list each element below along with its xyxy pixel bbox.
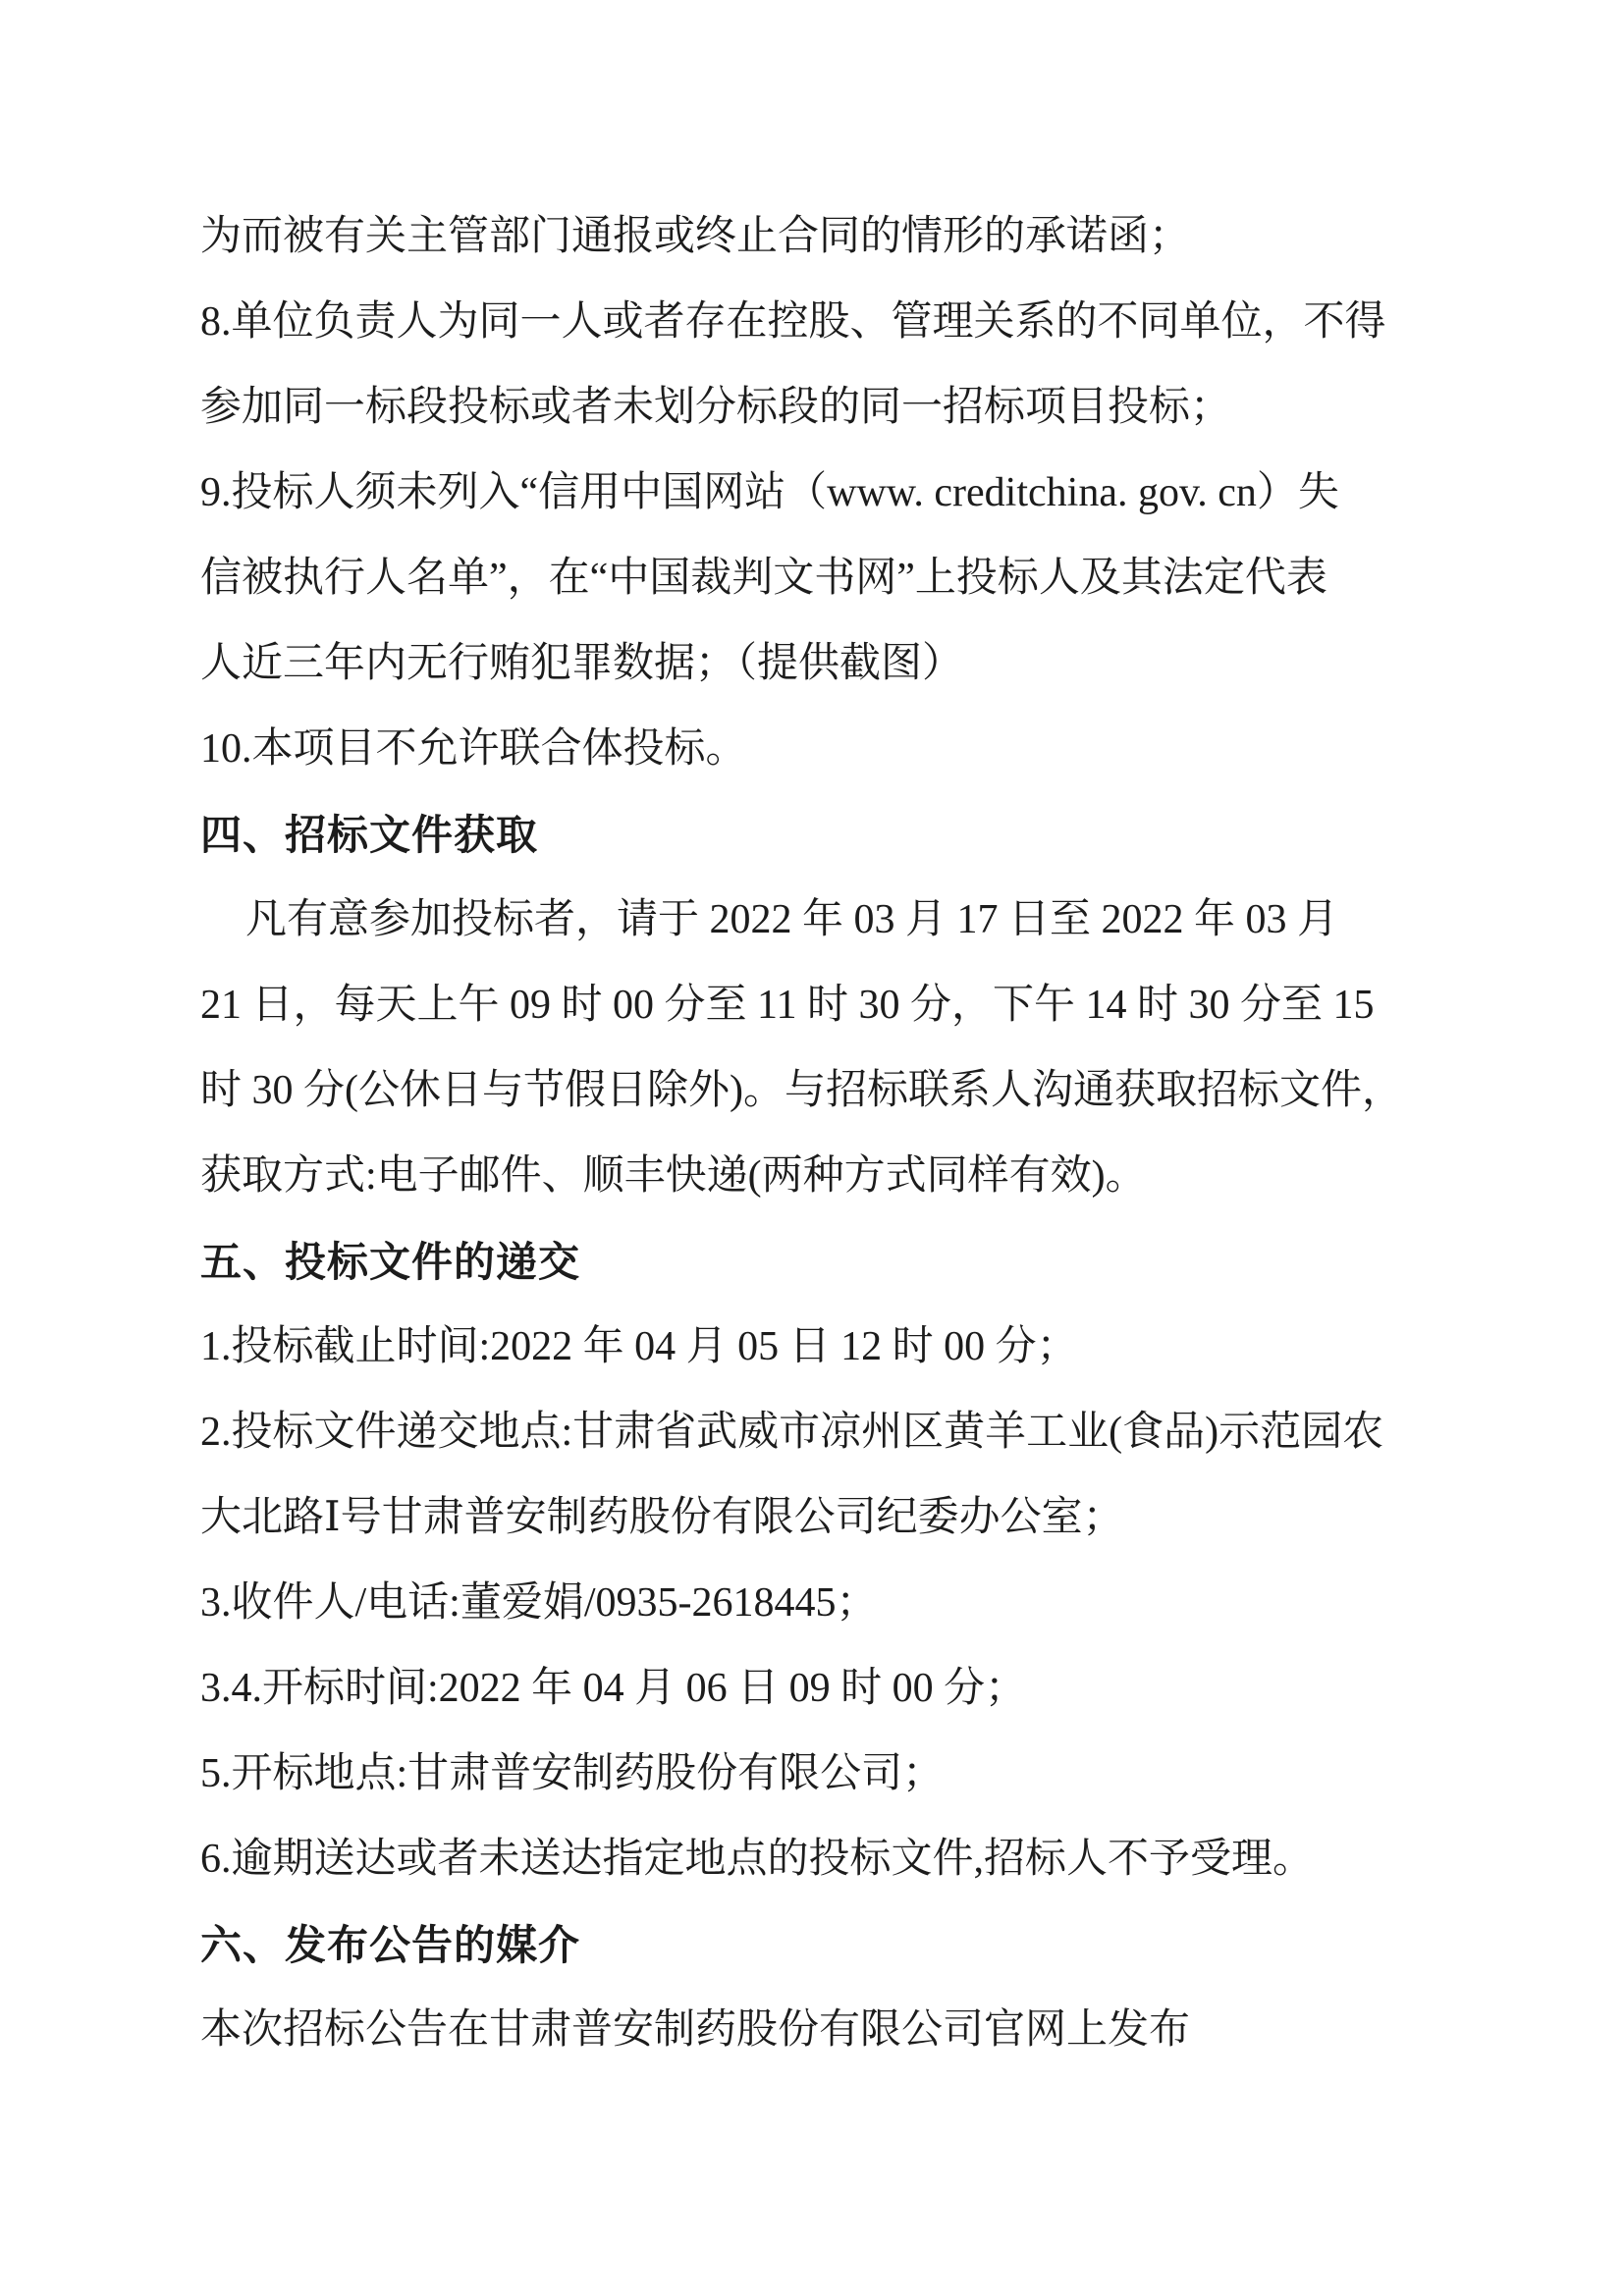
text-line: 凡有意参加投标者，请于 2022 年 03 月 17 日至 2022 年 03 月 — [245, 897, 1339, 942]
document-content — [200, 194, 1585, 2073]
text-line: 2.投标文件递交地点:甘肃省武威市凉州区黄羊工业(食品)示范园农 — [200, 1410, 1384, 1455]
text-line: 3.收件人/电话:董爱娟/0935-2618445； — [200, 1580, 878, 1626]
text-line: 6.逾期送达或者未送达指定地点的投标文件,招标人不予受理。 — [200, 1837, 1315, 1882]
text-line: 人近三年内无行贿犯罪数据；（提供截图） — [200, 641, 964, 686]
text-line: 5.开标地点:甘肃普安制药股份有限公司； — [200, 1751, 945, 1796]
text-line: 9.投标人须未列入“信用中国网站（www. creditchina. gov. cn）失 — [200, 470, 1339, 515]
text-line: 为而被有关主管部门通报或终止合同的情形的承诺函； — [200, 214, 1191, 259]
text-line: 信被执行人名单”，在“中国裁判文书网”上投标人及其法定代表 — [200, 556, 1327, 601]
section-heading: 五、投标文件的递交 — [200, 1239, 581, 1285]
section-heading: 六、发布公告的媒介 — [200, 1922, 581, 1968]
text-line: 本次招标公告在甘肃普安制药股份有限公司官网上发布 — [200, 2007, 1191, 2053]
text-line: 1.投标截止时间:2022 年 04 月 05 日 12 时 00 分； — [200, 1324, 1078, 1369]
section-heading: 四、招标文件获取 — [200, 812, 539, 858]
text-line: 8.单位负责人为同一人或者存在控股、管理关系的不同单位，不得 — [200, 299, 1386, 345]
text-line: 参加同一标段投标或者未划分标段的同一招标项目投标； — [200, 385, 1232, 430]
text-line: 10.本项目不允许联合体投标。 — [200, 726, 747, 772]
text-line: 大北路Ⅰ号甘肃普安制药股份有限公司纪委办公室； — [200, 1495, 1124, 1540]
text-line: 21 日，每天上午 09 时 00 分至 11 时 30 分，下午 14 时 30 分至 15 — [200, 983, 1375, 1028]
text-line: 时 30 分(公休日与节假日除外)。与招标联系人沟通获取招标文件， — [200, 1068, 1403, 1113]
text-line: 3.4.开标时间:2022 年 04 月 06 日 09 时 00 分； — [200, 1666, 1027, 1711]
text-line: 获取方式:电子邮件、顺丰快递(两种方式同样有效)。 — [200, 1153, 1147, 1199]
